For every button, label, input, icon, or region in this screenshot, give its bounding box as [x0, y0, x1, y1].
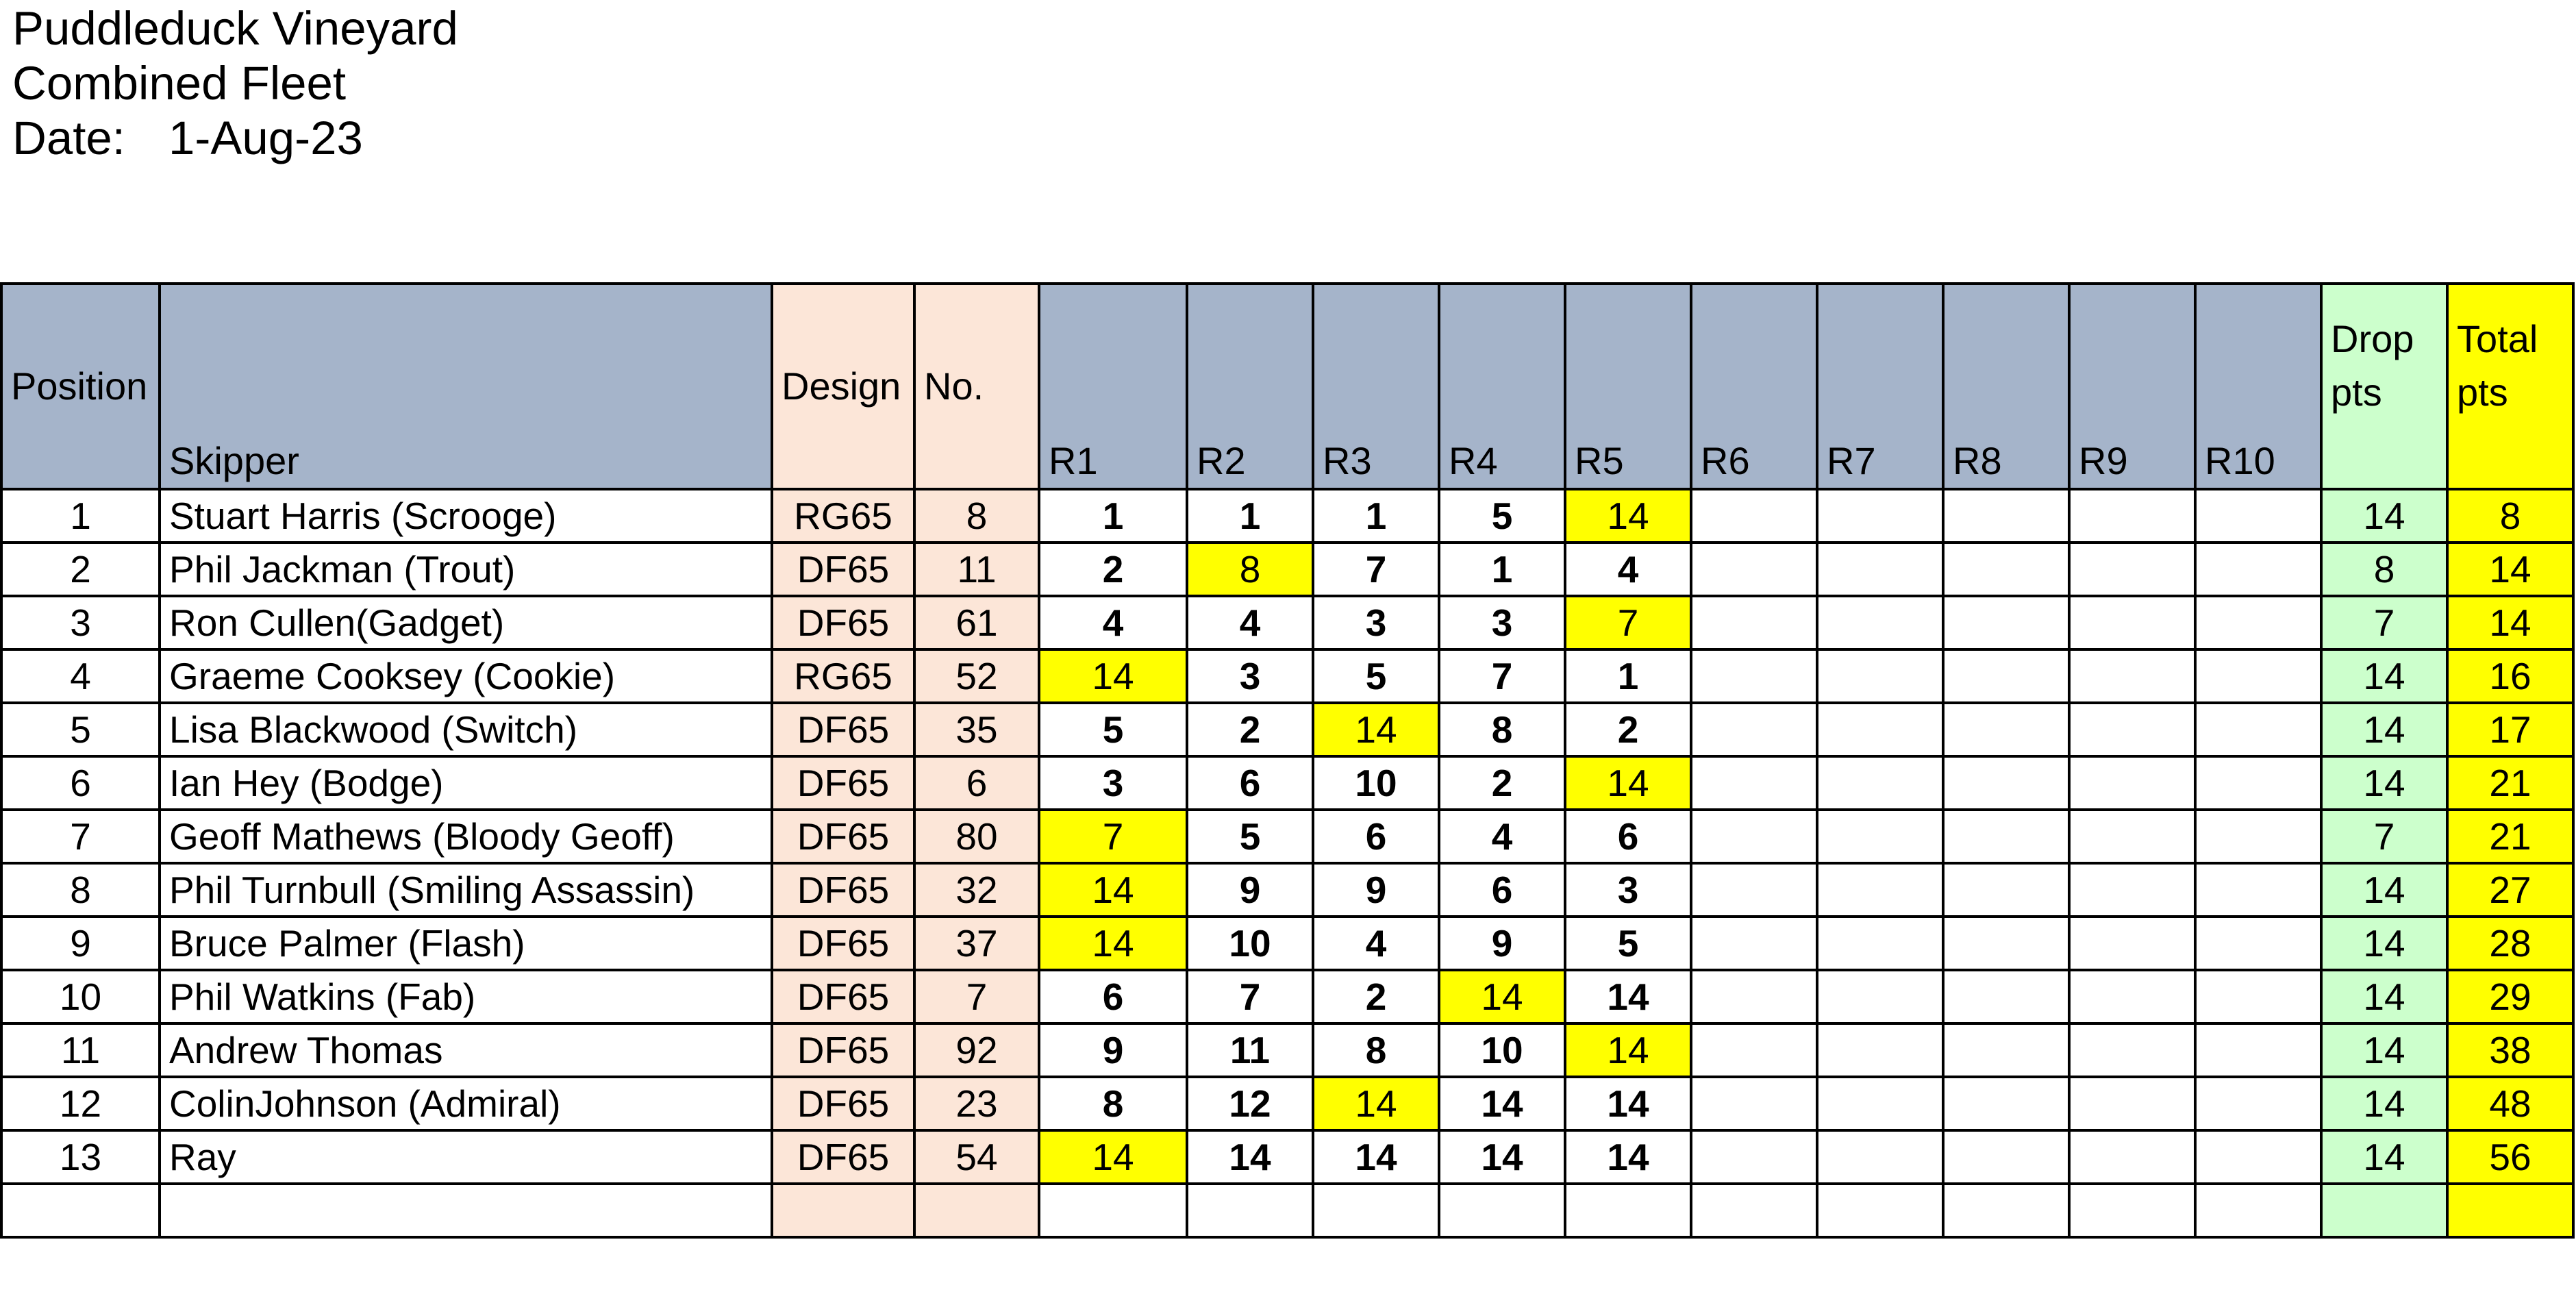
table-row	[1, 703, 2573, 756]
col-header-r5: R5	[1565, 284, 1691, 489]
race-cell-r1-discard: 7	[1039, 810, 1187, 863]
race-cell-r8	[1943, 489, 2069, 543]
race-cell-r7	[1817, 543, 1943, 596]
col-header-position: Position	[1, 284, 160, 489]
sail-number-cell: 32	[914, 863, 1039, 917]
table-row	[1, 596, 2573, 649]
race-cell-r7	[1817, 1130, 1943, 1184]
total-pts-cell: 38	[2447, 1023, 2573, 1077]
race-cell-r4: 5	[1439, 489, 1565, 543]
results-body	[1, 489, 2573, 1237]
race-cell-r4: 10	[1439, 1023, 1565, 1077]
race-cell-r5: 2	[1565, 703, 1691, 756]
race-cell-r5-discard: 14	[1565, 1023, 1691, 1077]
table-row	[1, 543, 2573, 596]
race-cell-r10	[2195, 489, 2321, 543]
position-cell: 8	[1, 863, 160, 917]
race-cell-r5: 6	[1565, 810, 1691, 863]
race-cell-r10	[2195, 810, 2321, 863]
race-cell-r8	[1943, 649, 2069, 703]
race-cell-r4: 14	[1439, 1077, 1565, 1130]
race-cell-r5-discard: 14	[1565, 756, 1691, 810]
race-cell-r5-discard: 7	[1565, 596, 1691, 649]
race-cell-r9	[2069, 756, 2195, 810]
position-cell: 9	[1, 917, 160, 970]
date-value: 1-Aug-23	[168, 112, 363, 164]
col-header-r6: R6	[1691, 284, 1817, 489]
col-header-total	[2447, 284, 2573, 489]
skipper-cell: ColinJohnson (Admiral)	[160, 1077, 772, 1130]
table-row	[1, 917, 2573, 970]
race-date	[12, 111, 458, 166]
race-cell-r9	[2069, 863, 2195, 917]
race-cell-r9	[2069, 1130, 2195, 1184]
race-cell-r5: 14	[1565, 1077, 1691, 1130]
col-header-design: Design	[772, 284, 914, 489]
race-cell-r4: 3	[1439, 596, 1565, 649]
table-row	[1, 1184, 2573, 1237]
race-cell-r1: 9	[1039, 1023, 1187, 1077]
race-cell-r2: 10	[1187, 917, 1313, 970]
drop-pts-cell: 14	[2321, 917, 2447, 970]
position-cell: 11	[1, 1023, 160, 1077]
col-header-number: No.	[914, 284, 1039, 489]
col-header-r3: R3	[1313, 284, 1439, 489]
design-cell: RG65	[772, 489, 914, 543]
race-cell-r2: 7	[1187, 970, 1313, 1023]
total-pts-cell: 56	[2447, 1130, 2573, 1184]
race-cell-r1-discard: 14	[1039, 649, 1187, 703]
race-cell-r9	[2069, 649, 2195, 703]
sail-number-cell: 52	[914, 649, 1039, 703]
design-cell: DF65	[772, 756, 914, 810]
race-cell-r6	[1691, 756, 1817, 810]
race-cell-r8	[1943, 596, 2069, 649]
race-cell-r7	[1817, 489, 1943, 543]
race-cell-r7	[1817, 863, 1943, 917]
race-cell-r10	[2195, 1184, 2321, 1237]
race-cell-r3: 5	[1313, 649, 1439, 703]
table-row	[1, 1023, 2573, 1077]
sail-number-cell: 61	[914, 596, 1039, 649]
race-cell-r1-discard: 14	[1039, 917, 1187, 970]
position-cell: 4	[1, 649, 160, 703]
skipper-cell: Phil Watkins (Fab)	[160, 970, 772, 1023]
race-cell-r1-discard: 14	[1039, 863, 1187, 917]
race-cell-r5: 14	[1565, 970, 1691, 1023]
race-cell-r10	[2195, 970, 2321, 1023]
drop-pts-cell: 14	[2321, 1023, 2447, 1077]
drop-pts-cell: 14	[2321, 756, 2447, 810]
race-cell-r2: 4	[1187, 596, 1313, 649]
total-pts-cell: 14	[2447, 543, 2573, 596]
sail-number-cell: 7	[914, 970, 1039, 1023]
race-cell-r2-discard: 8	[1187, 543, 1313, 596]
club-name: Puddleduck Vineyard	[12, 2, 458, 55]
race-cell-r7	[1817, 596, 1943, 649]
race-cell-r3: 9	[1313, 863, 1439, 917]
total-pts-cell: 14	[2447, 596, 2573, 649]
position-cell: 2	[1, 543, 160, 596]
table-row	[1, 649, 2573, 703]
race-cell-r6	[1691, 1023, 1817, 1077]
skipper-cell	[160, 1184, 772, 1237]
col-header-drop-label: Drop pts	[2331, 317, 2414, 414]
race-cell-r4: 9	[1439, 917, 1565, 970]
race-cell-r10	[2195, 596, 2321, 649]
total-pts-cell: 28	[2447, 917, 2573, 970]
race-cell-r6	[1691, 649, 1817, 703]
race-cell-r5-discard: 14	[1565, 489, 1691, 543]
position-cell: 10	[1, 970, 160, 1023]
race-cell-r9	[2069, 596, 2195, 649]
col-header-r4: R4	[1439, 284, 1565, 489]
drop-pts-cell: 14	[2321, 649, 2447, 703]
race-cell-r7	[1817, 1023, 1943, 1077]
race-cell-r9	[2069, 489, 2195, 543]
skipper-cell: Phil Jackman (Trout)	[160, 543, 772, 596]
race-cell-r7	[1817, 649, 1943, 703]
race-cell-r1-discard: 14	[1039, 1130, 1187, 1184]
race-cell-r2: 12	[1187, 1077, 1313, 1130]
race-cell-r5: 5	[1565, 917, 1691, 970]
header-row	[1, 284, 2573, 489]
design-cell	[772, 1184, 914, 1237]
race-cell-r4: 2	[1439, 756, 1565, 810]
race-cell-r2: 6	[1187, 756, 1313, 810]
drop-pts-cell: 14	[2321, 1077, 2447, 1130]
position-cell: 3	[1, 596, 160, 649]
design-cell: DF65	[772, 703, 914, 756]
col-header-r1: R1	[1039, 284, 1187, 489]
race-cell-r1: 4	[1039, 596, 1187, 649]
race-cell-r4	[1439, 1184, 1565, 1237]
race-cell-r4: 8	[1439, 703, 1565, 756]
race-cell-r2: 14	[1187, 1130, 1313, 1184]
race-cell-r10	[2195, 649, 2321, 703]
table-row	[1, 810, 2573, 863]
race-cell-r8	[1943, 1184, 2069, 1237]
race-cell-r6	[1691, 1130, 1817, 1184]
race-cell-r8	[1943, 1077, 2069, 1130]
total-pts-cell: 17	[2447, 703, 2573, 756]
total-pts-cell: 21	[2447, 810, 2573, 863]
skipper-cell: Ray	[160, 1130, 772, 1184]
design-cell: DF65	[772, 810, 914, 863]
race-cell-r7	[1817, 1077, 1943, 1130]
design-cell: DF65	[772, 863, 914, 917]
race-cell-r6	[1691, 810, 1817, 863]
race-cell-r3: 4	[1313, 917, 1439, 970]
race-cell-r9	[2069, 810, 2195, 863]
col-header-total-label: Total pts	[2457, 317, 2538, 414]
race-cell-r9	[2069, 970, 2195, 1023]
position-cell: 6	[1, 756, 160, 810]
race-cell-r8	[1943, 1023, 2069, 1077]
race-cell-r9	[2069, 917, 2195, 970]
race-cell-r6	[1691, 596, 1817, 649]
race-cell-r1: 8	[1039, 1077, 1187, 1130]
skipper-cell: Phil Turnbull (Smiling Assassin)	[160, 863, 772, 917]
race-cell-r8	[1943, 810, 2069, 863]
race-cell-r8	[1943, 863, 2069, 917]
table-row	[1, 1077, 2573, 1130]
race-cell-r8	[1943, 703, 2069, 756]
position-cell: 5	[1, 703, 160, 756]
race-cell-r5: 4	[1565, 543, 1691, 596]
col-header-r7: R7	[1817, 284, 1943, 489]
race-cell-r3: 2	[1313, 970, 1439, 1023]
fleet-name: Combined Fleet	[12, 57, 347, 110]
date-label: Date:	[12, 112, 125, 164]
race-cell-r9	[2069, 703, 2195, 756]
skipper-cell: Andrew Thomas	[160, 1023, 772, 1077]
race-cell-r6	[1691, 703, 1817, 756]
results-table	[0, 282, 2575, 1239]
race-cell-r8	[1943, 917, 2069, 970]
race-cell-r6	[1691, 970, 1817, 1023]
race-cell-r1: 6	[1039, 970, 1187, 1023]
race-cell-r1	[1039, 1184, 1187, 1237]
race-cell-r1: 1	[1039, 489, 1187, 543]
drop-pts-cell: 14	[2321, 970, 2447, 1023]
sail-number-cell	[914, 1184, 1039, 1237]
race-cell-r3	[1313, 1184, 1439, 1237]
skipper-cell: Ian Hey (Bodge)	[160, 756, 772, 810]
race-cell-r6	[1691, 1184, 1817, 1237]
race-cell-r4: 1	[1439, 543, 1565, 596]
col-header-drop	[2321, 284, 2447, 489]
race-cell-r4: 7	[1439, 649, 1565, 703]
sail-number-cell: 54	[914, 1130, 1039, 1184]
col-header-r8: R8	[1943, 284, 2069, 489]
race-cell-r2: 3	[1187, 649, 1313, 703]
design-cell: DF65	[772, 1130, 914, 1184]
table-row	[1, 863, 2573, 917]
drop-pts-cell: 14	[2321, 489, 2447, 543]
position-cell	[1, 1184, 160, 1237]
race-cell-r8	[1943, 543, 2069, 596]
design-cell: DF65	[772, 1023, 914, 1077]
drop-pts-cell: 14	[2321, 703, 2447, 756]
race-cell-r2: 9	[1187, 863, 1313, 917]
race-cell-r4-discard: 14	[1439, 970, 1565, 1023]
race-cell-r3-discard: 14	[1313, 1077, 1439, 1130]
race-cell-r8	[1943, 1130, 2069, 1184]
race-cell-r10	[2195, 1077, 2321, 1130]
skipper-cell: Lisa Blackwood (Switch)	[160, 703, 772, 756]
race-cell-r7	[1817, 756, 1943, 810]
design-cell: DF65	[772, 1077, 914, 1130]
race-cell-r8	[1943, 756, 2069, 810]
race-cell-r7	[1817, 703, 1943, 756]
design-cell: DF65	[772, 596, 914, 649]
race-cell-r7	[1817, 970, 1943, 1023]
position-cell: 13	[1, 1130, 160, 1184]
race-cell-r8	[1943, 970, 2069, 1023]
design-cell: DF65	[772, 970, 914, 1023]
race-cell-r3: 10	[1313, 756, 1439, 810]
position-cell: 7	[1, 810, 160, 863]
drop-pts-cell: 7	[2321, 596, 2447, 649]
race-cell-r6	[1691, 1077, 1817, 1130]
total-pts-cell: 21	[2447, 756, 2573, 810]
design-cell: DF65	[772, 543, 914, 596]
race-cell-r6	[1691, 863, 1817, 917]
sail-number-cell: 8	[914, 489, 1039, 543]
race-cell-r3: 8	[1313, 1023, 1439, 1077]
total-pts-cell	[2447, 1184, 2573, 1237]
race-cell-r5: 3	[1565, 863, 1691, 917]
col-header-r9: R9	[2069, 284, 2195, 489]
race-cell-r10	[2195, 703, 2321, 756]
race-cell-r9	[2069, 543, 2195, 596]
col-header-r2: R2	[1187, 284, 1313, 489]
race-cell-r3: 1	[1313, 489, 1439, 543]
skipper-cell: Geoff Mathews (Bloody Geoff)	[160, 810, 772, 863]
drop-pts-cell: 7	[2321, 810, 2447, 863]
race-cell-r5: 14	[1565, 1130, 1691, 1184]
sail-number-cell: 92	[914, 1023, 1039, 1077]
race-cell-r1: 5	[1039, 703, 1187, 756]
race-cell-r3-discard: 14	[1313, 703, 1439, 756]
table-row	[1, 756, 2573, 810]
race-cell-r9	[2069, 1023, 2195, 1077]
total-pts-cell: 48	[2447, 1077, 2573, 1130]
position-cell: 1	[1, 489, 160, 543]
skipper-cell: Graeme Cooksey (Cookie)	[160, 649, 772, 703]
race-cell-r10	[2195, 1130, 2321, 1184]
race-cell-r6	[1691, 917, 1817, 970]
race-cell-r10	[2195, 543, 2321, 596]
race-cell-r4: 6	[1439, 863, 1565, 917]
race-cell-r1: 2	[1039, 543, 1187, 596]
total-pts-cell: 29	[2447, 970, 2573, 1023]
race-cell-r10	[2195, 1023, 2321, 1077]
race-cell-r5: 1	[1565, 649, 1691, 703]
col-header-r10: R10	[2195, 284, 2321, 489]
skipper-cell: Ron Cullen(Gadget)	[160, 596, 772, 649]
race-cell-r7	[1817, 917, 1943, 970]
sail-number-cell: 6	[914, 756, 1039, 810]
race-cell-r10	[2195, 756, 2321, 810]
race-cell-r2: 1	[1187, 489, 1313, 543]
race-cell-r4: 4	[1439, 810, 1565, 863]
sail-number-cell: 11	[914, 543, 1039, 596]
race-cell-r4: 14	[1439, 1130, 1565, 1184]
race-cell-r3: 6	[1313, 810, 1439, 863]
race-cell-r6	[1691, 489, 1817, 543]
race-cell-r3: 14	[1313, 1130, 1439, 1184]
race-cell-r10	[2195, 863, 2321, 917]
table-row	[1, 970, 2573, 1023]
race-cell-r6	[1691, 543, 1817, 596]
race-cell-r5	[1565, 1184, 1691, 1237]
design-cell: DF65	[772, 917, 914, 970]
race-cell-r7	[1817, 810, 1943, 863]
skipper-cell: Bruce Palmer (Flash)	[160, 917, 772, 970]
results-heading	[12, 1, 458, 166]
total-pts-cell: 16	[2447, 649, 2573, 703]
sail-number-cell: 23	[914, 1077, 1039, 1130]
drop-pts-cell	[2321, 1184, 2447, 1237]
total-pts-cell: 8	[2447, 489, 2573, 543]
race-cell-r7	[1817, 1184, 1943, 1237]
race-cell-r2	[1187, 1184, 1313, 1237]
design-cell: RG65	[772, 649, 914, 703]
drop-pts-cell: 8	[2321, 543, 2447, 596]
race-cell-r9	[2069, 1184, 2195, 1237]
sail-number-cell: 80	[914, 810, 1039, 863]
race-cell-r2: 11	[1187, 1023, 1313, 1077]
sail-number-cell: 35	[914, 703, 1039, 756]
table-row	[1, 489, 2573, 543]
drop-pts-cell: 14	[2321, 863, 2447, 917]
race-cell-r3: 3	[1313, 596, 1439, 649]
total-pts-cell: 27	[2447, 863, 2573, 917]
race-cell-r9	[2069, 1077, 2195, 1130]
table-row	[1, 1130, 2573, 1184]
race-cell-r1: 3	[1039, 756, 1187, 810]
race-cell-r10	[2195, 917, 2321, 970]
position-cell: 12	[1, 1077, 160, 1130]
col-header-skipper: Skipper	[160, 284, 772, 489]
skipper-cell: Stuart Harris (Scrooge)	[160, 489, 772, 543]
drop-pts-cell: 14	[2321, 1130, 2447, 1184]
sail-number-cell: 37	[914, 917, 1039, 970]
race-cell-r3: 7	[1313, 543, 1439, 596]
race-cell-r2: 2	[1187, 703, 1313, 756]
race-cell-r2: 5	[1187, 810, 1313, 863]
